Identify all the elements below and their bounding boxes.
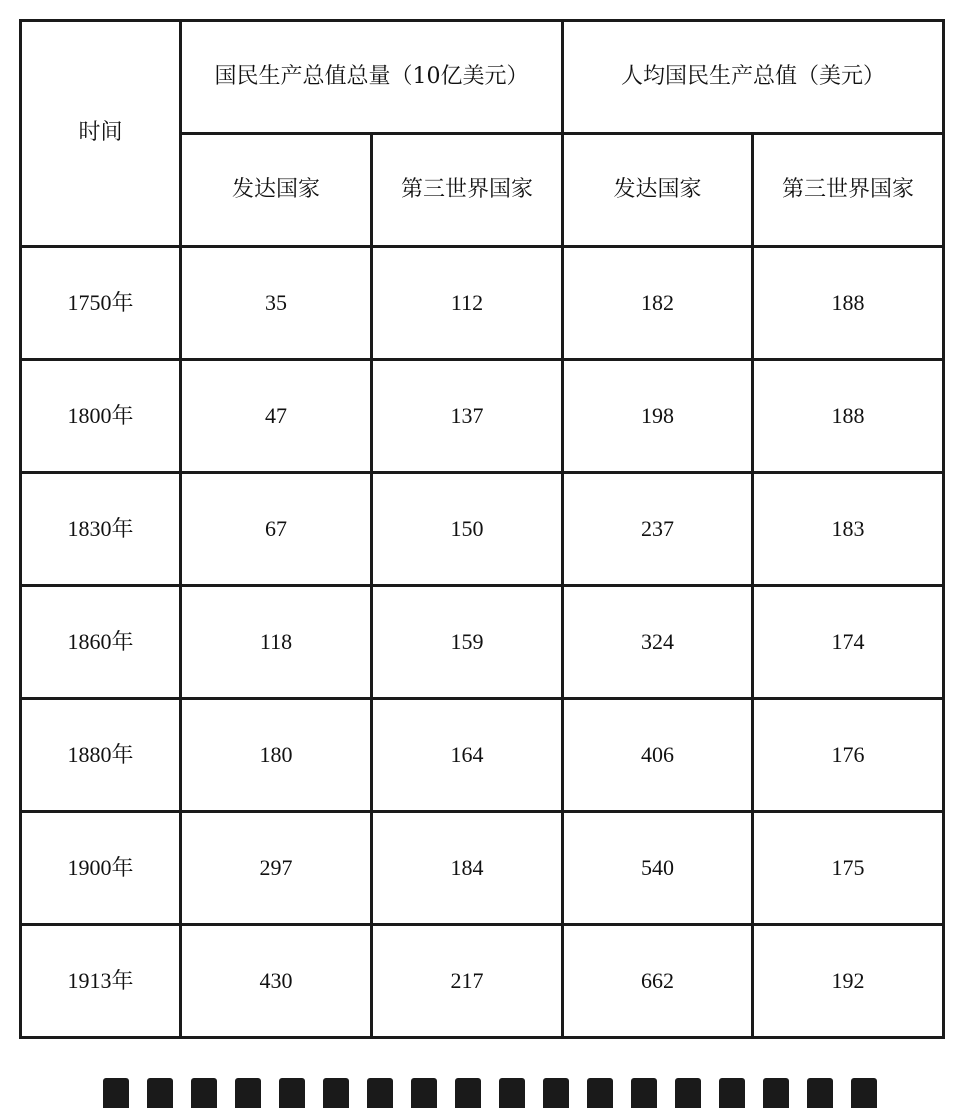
cell-total-third-world: 150 — [372, 473, 563, 586]
cell-total-third-world: 112 — [372, 247, 563, 360]
header-row-1 — [21, 21, 944, 134]
cell-year: 1880年 — [21, 699, 181, 812]
cell-per-capita-third-world: 183 — [753, 473, 944, 586]
cut-off-glyph — [235, 1078, 261, 1108]
cell-year: 1750年 — [21, 247, 181, 360]
header-time: 时间 — [21, 21, 181, 247]
header-per-capita-third-world: 第三世界国家 — [753, 134, 944, 247]
cut-off-text-line — [19, 1078, 942, 1108]
cut-off-glyph — [763, 1078, 789, 1108]
header-gnp-per-capita: 人均国民生产总值（美元） — [563, 21, 944, 134]
cell-per-capita-developed: 237 — [563, 473, 753, 586]
cell-per-capita-third-world: 174 — [753, 586, 944, 699]
cell-total-developed: 118 — [181, 586, 372, 699]
header-total-developed: 发达国家 — [181, 134, 372, 247]
cell-total-developed: 180 — [181, 699, 372, 812]
table-row — [21, 360, 944, 473]
cut-off-glyph — [587, 1078, 613, 1108]
cut-off-glyph — [807, 1078, 833, 1108]
cell-per-capita-third-world: 175 — [753, 812, 944, 925]
cell-per-capita-third-world: 192 — [753, 925, 944, 1038]
cell-per-capita-developed: 198 — [563, 360, 753, 473]
cell-total-developed: 430 — [181, 925, 372, 1038]
cut-off-glyph — [851, 1078, 877, 1108]
cut-off-glyph — [279, 1078, 305, 1108]
cut-off-glyph — [719, 1078, 745, 1108]
cell-year: 1900年 — [21, 812, 181, 925]
cut-off-glyph — [631, 1078, 657, 1108]
cell-total-developed: 297 — [181, 812, 372, 925]
cell-total-developed: 67 — [181, 473, 372, 586]
gnp-data-table — [19, 19, 945, 1039]
cell-per-capita-developed: 662 — [563, 925, 753, 1038]
table-row — [21, 586, 944, 699]
cell-total-third-world: 184 — [372, 812, 563, 925]
cut-off-glyph — [323, 1078, 349, 1108]
cut-off-glyph — [147, 1078, 173, 1108]
cell-per-capita-third-world: 188 — [753, 360, 944, 473]
cut-off-glyph — [367, 1078, 393, 1108]
cell-year: 1913年 — [21, 925, 181, 1038]
table-row — [21, 699, 944, 812]
cell-per-capita-developed: 182 — [563, 247, 753, 360]
cut-off-glyph — [499, 1078, 525, 1108]
cell-per-capita-third-world: 188 — [753, 247, 944, 360]
cell-per-capita-developed: 540 — [563, 812, 753, 925]
cut-off-glyph — [191, 1078, 217, 1108]
cell-total-third-world: 164 — [372, 699, 563, 812]
cell-year: 1860年 — [21, 586, 181, 699]
table-row — [21, 925, 944, 1038]
cell-total-developed: 35 — [181, 247, 372, 360]
table-row — [21, 473, 944, 586]
header-gnp-total: 国民生产总值总量（10亿美元） — [181, 21, 563, 134]
cell-year: 1800年 — [21, 360, 181, 473]
table-row — [21, 812, 944, 925]
cut-off-glyph — [675, 1078, 701, 1108]
cell-per-capita-developed: 324 — [563, 586, 753, 699]
cell-year: 1830年 — [21, 473, 181, 586]
cell-per-capita-developed: 406 — [563, 699, 753, 812]
cell-total-third-world: 137 — [372, 360, 563, 473]
cut-off-glyph — [411, 1078, 437, 1108]
cell-total-third-world: 159 — [372, 586, 563, 699]
header-per-capita-developed: 发达国家 — [563, 134, 753, 247]
cell-total-third-world: 217 — [372, 925, 563, 1038]
cell-per-capita-third-world: 176 — [753, 699, 944, 812]
cut-off-glyph — [455, 1078, 481, 1108]
header-total-third-world: 第三世界国家 — [372, 134, 563, 247]
table-row — [21, 247, 944, 360]
cut-off-glyph — [103, 1078, 129, 1108]
cut-off-glyph — [543, 1078, 569, 1108]
cell-total-developed: 47 — [181, 360, 372, 473]
